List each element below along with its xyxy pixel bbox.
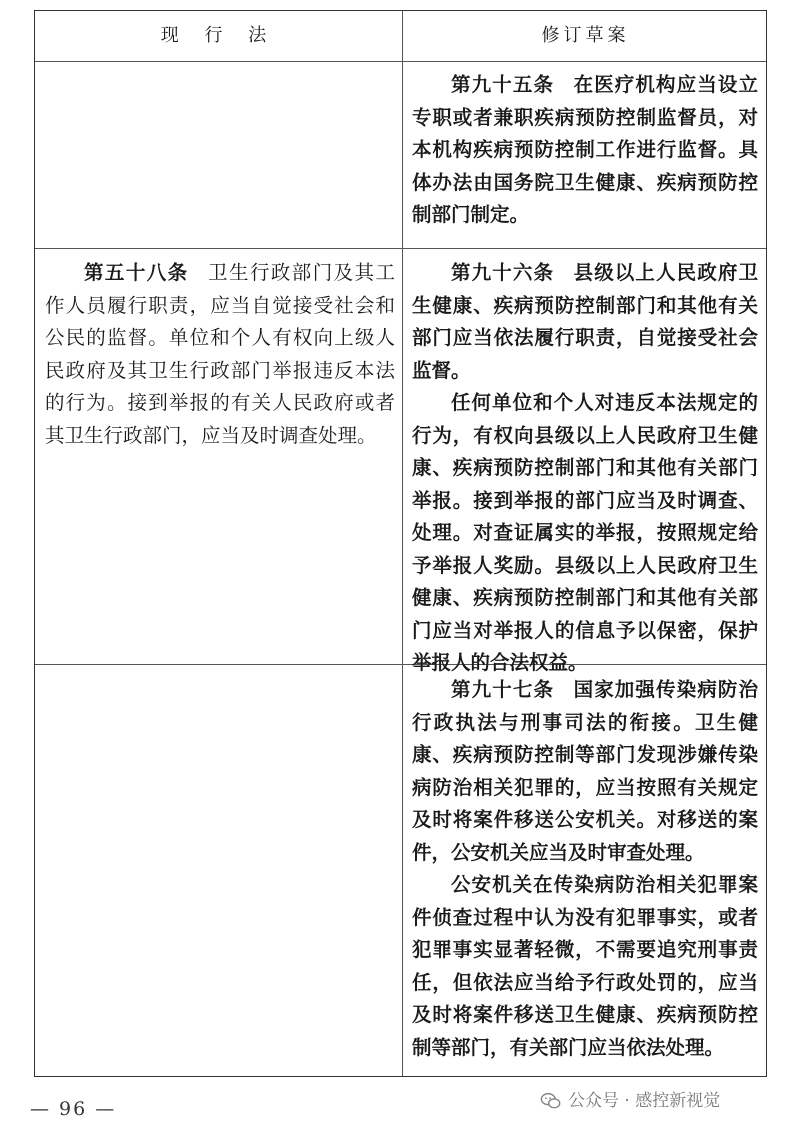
article-number: 第五十八条 — [84, 261, 189, 284]
wechat-icon — [540, 1090, 562, 1112]
article-number: 第九十五条 — [451, 73, 555, 96]
article-number: 第九十七条 — [451, 678, 555, 701]
article-number: 第九十六条 — [451, 261, 555, 284]
row-divider — [35, 248, 766, 249]
comparison-table — [34, 10, 767, 1077]
row1-draft-cell — [412, 69, 758, 232]
row-divider — [35, 61, 766, 62]
article-text: 卫生行政部门及其工作人员履行职责，应当自觉接受社会和公民的监督。单位和个人有权向上级人民政府及其卫生行政部门举报违反本法的行为。接到举报的有关人民政府或者其卫生行政部门，应当及时调查处理。 — [45, 261, 395, 447]
article-paragraph — [412, 257, 758, 387]
row2-draft-cell — [412, 257, 758, 680]
article-text: 国家加强传染病防治行政执法与刑事司法的衔接。卫生健康、疾病预防控制等部门发现涉嫌传染病防治相关犯罪的，应当按照有关规定及时将案件移送公安机关。对移送的案件，公安机关应当及时审查处理。 — [412, 678, 758, 864]
header-current-law: 现 行 法 — [160, 25, 277, 46]
article-paragraph — [412, 387, 758, 680]
column-divider — [402, 11, 403, 1076]
article-paragraph — [412, 69, 758, 232]
row3-draft-cell — [412, 674, 758, 1064]
article-paragraph — [45, 257, 395, 452]
watermark — [540, 1088, 720, 1114]
article-text: 公安机关在传染病防治相关犯罪案件侦查过程中认为没有犯罪事实，或者犯罪事实显著轻微，不需要追究刑事责任，但依法应当给予行政处罚的，应当及时将案件移送卫生健康、疾病预防控制等部门，有关部门应当依法处理。 — [412, 873, 758, 1059]
article-paragraph — [412, 869, 758, 1064]
header-revised-draft: 修订草案 — [541, 25, 630, 46]
watermark-text: 公众号 · 感控新视觉 — [568, 1091, 721, 1111]
article-text: 县级以上人民政府卫生健康、疾病预防控制部门和其他有关部门应当依法履行职责，自觉接受社会监督。 — [412, 261, 758, 382]
article-text: 在医疗机构应当设立专职或者兼职疾病预防控制监督员，对本机构疾病预防控制工作进行监督。具体办法由国务院卫生健康、疾病预防控制部门制定。 — [412, 73, 758, 226]
row2-current-law-cell — [45, 257, 395, 452]
article-text: 任何单位和个人对违反本法规定的行为，有权向县级以上人民政府卫生健康、疾病预防控制部门和其他有关部门举报。接到举报的部门应当及时调查、处理。对查证属实的举报，按照规定给予举报人奖励。县级以上人民政府卫生健康、疾病预防控制部门和其他有关部门应当对举报人的信息予以保密，保护举报人的合法权益。 — [412, 391, 758, 674]
page-number: — 96 — — [30, 1098, 117, 1120]
article-paragraph — [412, 674, 758, 869]
